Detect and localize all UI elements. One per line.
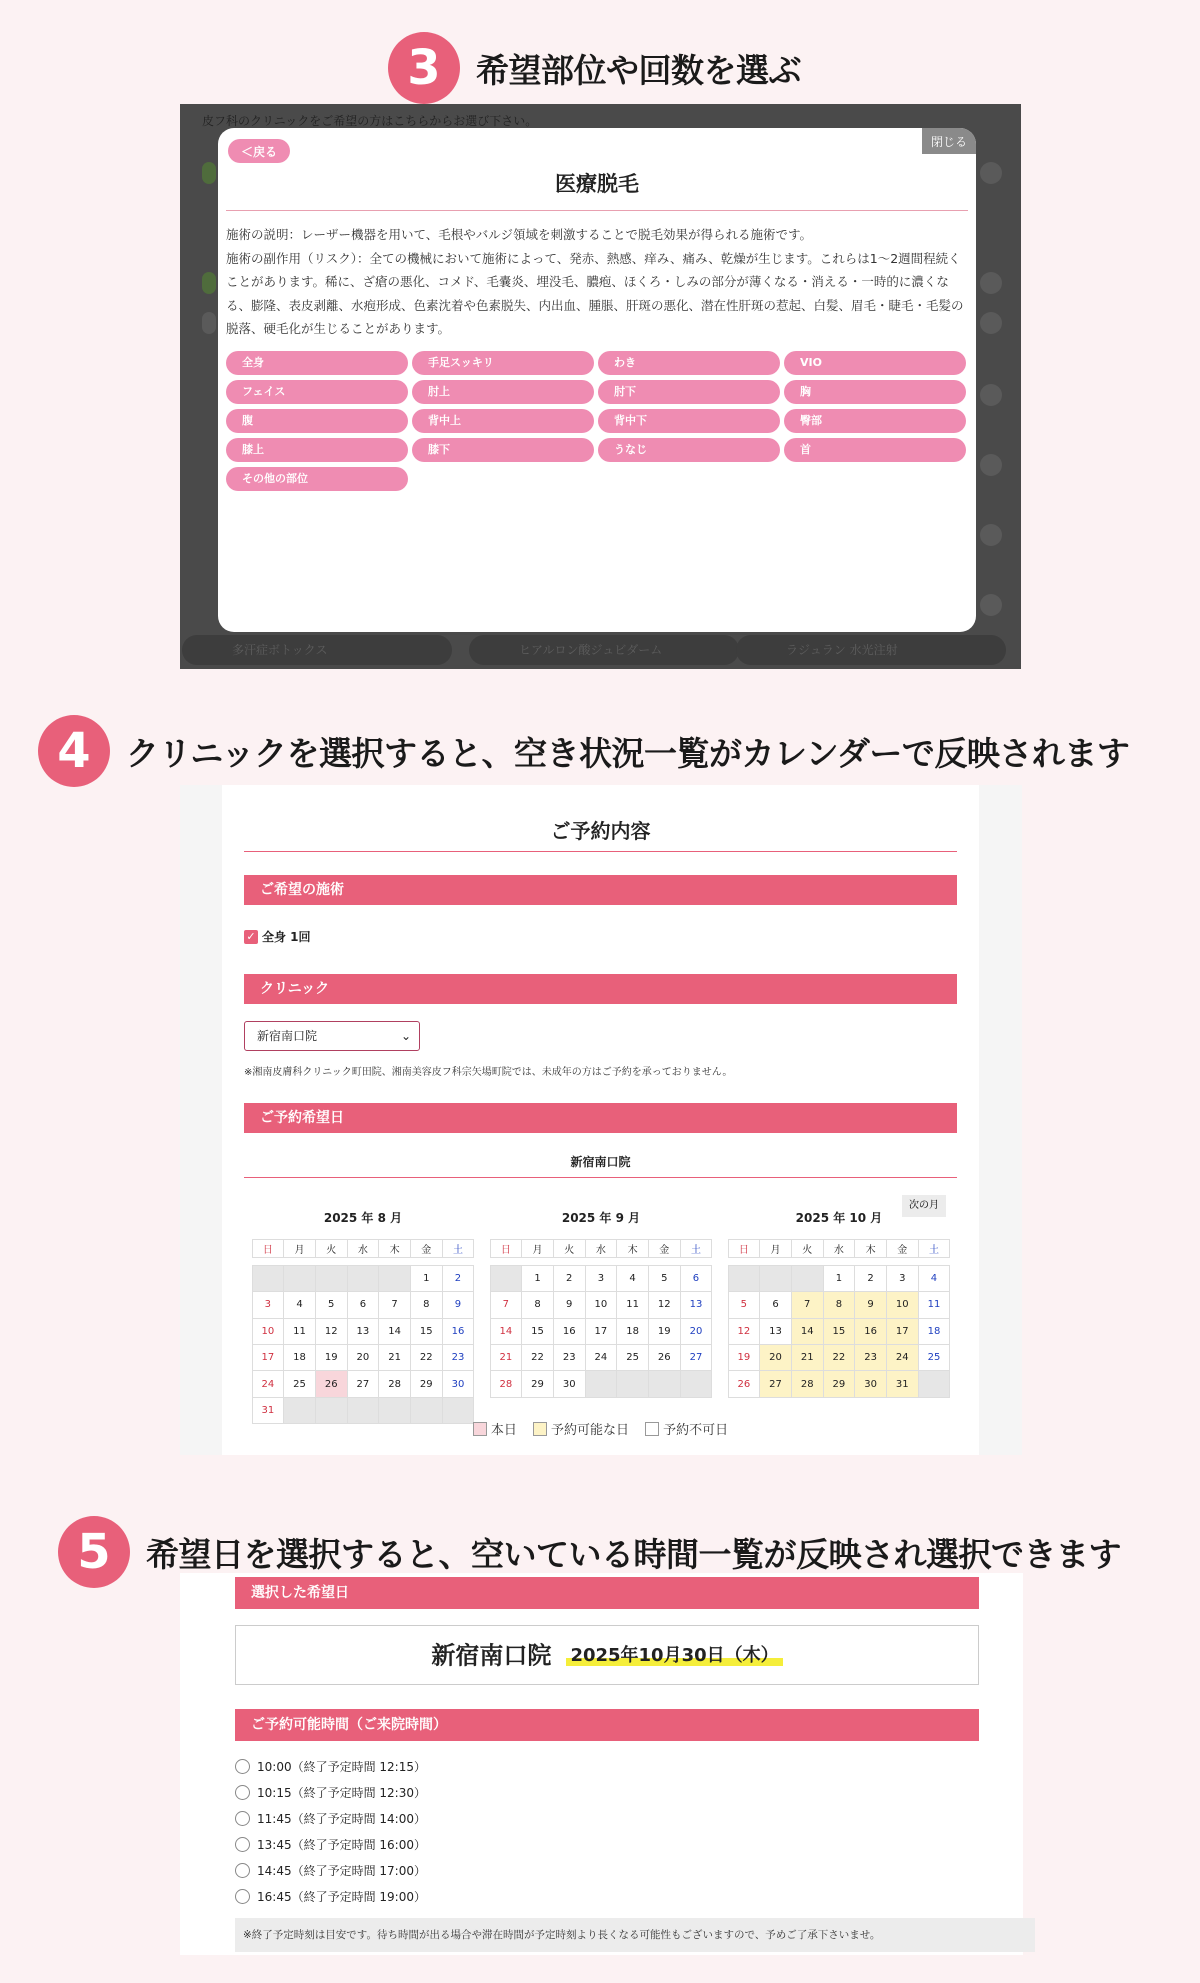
selected-clinic-name: 新宿南口院	[431, 1641, 552, 1670]
calendar-day[interactable]: 10	[886, 1291, 919, 1318]
calendar-day[interactable]: 31	[886, 1370, 919, 1397]
back-button[interactable]: ＜戻る	[228, 139, 290, 163]
calendar-day: 10	[252, 1318, 285, 1345]
calendar-august	[252, 1205, 474, 1424]
calendar-day[interactable]: 15	[823, 1318, 856, 1345]
calendar-day: 1	[410, 1265, 443, 1292]
calendar-day: 7	[490, 1291, 523, 1318]
legend-available-label: 予約可能な日	[550, 1423, 629, 1438]
side-effects-text: 施術の副作用（リスク）：全ての機械において施術によって、発赤、熱感、痒み、痛み、乾燥が生じます。これらは1〜2週間程続くことがあります。稀に、ざ瘡の悪化、コメド、毛嚢炎、埋没毛、膿疱、ほくろ・しみの部分が薄くなる・消える・一時的に濃くなる、膨隆、表皮剥離、水疱形成、色素沈着や色素脱失、内出血、腫脹、肝斑の悪化、潜在性肝斑の惹起、白髪、眉毛・睫毛・毛髪の脱落、硬毛化が生じることがあります。	[226, 250, 964, 336]
weekday-header: 月	[521, 1239, 554, 1258]
calendar-day[interactable]: 17	[886, 1318, 919, 1345]
calendar-day: 19	[648, 1318, 681, 1345]
calendar-day: 19	[315, 1344, 348, 1371]
calendar-day: 2	[442, 1265, 475, 1292]
background-pill	[980, 594, 1002, 616]
calendar-day: 6	[680, 1265, 713, 1292]
calendar-day: 14	[378, 1318, 411, 1345]
body-part-button[interactable]: フェイス	[226, 380, 408, 404]
checkbox-label: 全身 1回	[262, 930, 311, 944]
legend-unavailable-label: 予約不可日	[663, 1423, 729, 1438]
calendar-day: 11	[616, 1291, 649, 1318]
legend-unavailable-swatch	[645, 1422, 659, 1436]
body-part-button[interactable]: 肘下	[598, 380, 780, 404]
time-option-label: 10:15（終了予定時間 12:30）	[257, 1785, 426, 1800]
body-part-button[interactable]: 首	[784, 438, 966, 462]
modal-title: 医療脱毛	[555, 172, 639, 196]
calendar-day: 24	[585, 1344, 618, 1371]
weekday-header: 金	[648, 1239, 681, 1258]
calendar-day[interactable]: 29	[823, 1370, 856, 1397]
calendar-day: 5	[648, 1265, 681, 1292]
calendar-day[interactable]: 20	[759, 1344, 792, 1371]
calendar-day: 8	[410, 1291, 443, 1318]
chevron-down-icon: ⌄	[400, 1029, 411, 1043]
calendar-day[interactable]: 14	[791, 1318, 824, 1345]
calendar-day: 16	[442, 1318, 475, 1345]
background-instruction-text: 皮フ科のクリニックをご希望の方はこちらからお選び下さい。	[202, 114, 538, 128]
weekday-header: 水	[585, 1239, 618, 1258]
background-pill	[202, 312, 216, 334]
calendar-empty-cell	[315, 1265, 348, 1292]
weekday-header: 月	[283, 1239, 316, 1258]
end-time-note: ※終了予定時刻は目安です。待ち時間が出る場合や滞在時間が予定時刻より長くなる可能性もございますので、予めご了承下さいませ。	[235, 1918, 1035, 1952]
calendar-day[interactable]: 9	[854, 1291, 887, 1318]
reservation-form	[222, 785, 979, 1455]
calendar-clinic-name: 新宿南口院	[570, 1155, 631, 1169]
weekday-header: 木	[616, 1239, 649, 1258]
section-header-treatment: ご希望の施術	[244, 875, 957, 905]
calendar-day: 11	[283, 1318, 316, 1345]
calendar-month-title: 2025 年 10 月	[795, 1211, 883, 1225]
step-title: 希望部位や回数を選ぶ	[476, 50, 801, 90]
background-pill	[980, 272, 1002, 294]
calendar-day: 3	[252, 1291, 285, 1318]
radio-button[interactable]	[235, 1811, 250, 1826]
calendar-month-title: 2025 年 8 月	[323, 1211, 403, 1225]
weekday-header: 土	[442, 1239, 475, 1258]
calendar-september	[490, 1205, 712, 1397]
calendar-grid	[490, 1239, 712, 1397]
calendar-day: 9	[442, 1291, 475, 1318]
step-3-header	[388, 32, 801, 104]
calendar-day: 28	[490, 1370, 523, 1397]
calendar-empty-cell	[680, 1370, 713, 1397]
clinic-select[interactable]	[244, 1021, 420, 1051]
calendar-day: 3	[886, 1265, 919, 1292]
background-menu-button: ラジュラン 水光注射	[736, 635, 1006, 665]
calendar-day: 27	[680, 1344, 713, 1371]
time-option-label: 13:45（終了予定時間 16:00）	[257, 1837, 426, 1852]
weekday-header: 水	[823, 1239, 856, 1258]
calendar-day[interactable]: 28	[791, 1370, 824, 1397]
calendar-october	[728, 1205, 950, 1397]
calendar-legend	[222, 1419, 979, 1438]
treatment-description	[226, 223, 970, 341]
description-text: 施術の説明：レーザー機器を用いて、毛根やバルジ領域を刺激することで脱毛効果が得られる施術です。	[226, 227, 812, 242]
calendar-day[interactable]: 8	[823, 1291, 856, 1318]
calendar-day: 14	[490, 1318, 523, 1345]
body-part-button[interactable]: 腹	[226, 409, 408, 433]
weekday-header: 土	[918, 1239, 951, 1258]
calendar-day[interactable]: 22	[823, 1344, 856, 1371]
calendar-day: 22	[410, 1344, 443, 1371]
calendar-day: 9	[553, 1291, 586, 1318]
calendar-day: 10	[585, 1291, 618, 1318]
time-option[interactable]	[235, 1831, 426, 1857]
calendar-day: 21	[378, 1344, 411, 1371]
calendar-day[interactable]: 23	[854, 1344, 887, 1371]
calendar-day: 26	[728, 1370, 761, 1397]
calendar-day[interactable]: 16	[854, 1318, 887, 1345]
step-number-badge: 5	[58, 1516, 130, 1588]
calendar-day: 3	[585, 1265, 618, 1292]
background-green-pill	[202, 272, 216, 294]
body-part-button[interactable]: 胸	[784, 380, 966, 404]
calendar-day: 23	[442, 1344, 475, 1371]
calendar-day: 16	[553, 1318, 586, 1345]
page-title: ご予約内容	[550, 819, 651, 843]
treatment-checkbox-row[interactable]	[244, 928, 311, 945]
calendar-day[interactable]: 27	[759, 1370, 792, 1397]
calendar-day: 4	[918, 1265, 951, 1292]
calendar-day: 15	[521, 1318, 554, 1345]
calendar-day: 25	[918, 1344, 951, 1371]
legend-today-swatch	[473, 1422, 487, 1436]
calendar-day: 1	[823, 1265, 856, 1292]
calendar-day: 18	[918, 1318, 951, 1345]
reservation-calendar-screenshot	[180, 785, 1022, 1455]
calendar-empty-cell	[252, 1265, 285, 1292]
calendar-empty-cell	[490, 1265, 523, 1292]
calendar-day[interactable]: 21	[791, 1344, 824, 1371]
select-value: 新宿南口院	[257, 1029, 318, 1043]
background-pill	[980, 524, 1002, 546]
background-pill	[980, 312, 1002, 334]
calendar-empty-cell	[378, 1265, 411, 1292]
calendar-day: 7	[378, 1291, 411, 1318]
calendar-day: 5	[728, 1291, 761, 1318]
time-option-label: 10:00（終了予定時間 12:15）	[257, 1759, 426, 1774]
calendar-day: 6	[347, 1291, 380, 1318]
calendar-day: 26	[648, 1344, 681, 1371]
treatment-modal	[218, 128, 976, 632]
step-title: クリニックを選択すると、空き状況一覧がカレンダーで反映されます	[126, 733, 1130, 773]
calendar-day: 29	[521, 1370, 554, 1397]
calendar-day: 4	[616, 1265, 649, 1292]
weekday-header: 木	[854, 1239, 887, 1258]
background-menu-button: 多汗症ボトックス	[182, 635, 452, 665]
weekday-header: 金	[410, 1239, 443, 1258]
weekday-header: 火	[791, 1239, 824, 1258]
background-pill	[980, 384, 1002, 406]
radio-button[interactable]	[235, 1889, 250, 1904]
radio-button[interactable]	[235, 1785, 250, 1800]
divider	[244, 851, 957, 852]
weekday-header: 月	[759, 1239, 792, 1258]
step-title: 希望日を選択すると、空いている時間一覧が反映され選択できます	[146, 1534, 1121, 1574]
calendar-day: 18	[616, 1318, 649, 1345]
time-option[interactable]	[235, 1753, 426, 1779]
time-option-label: 11:45（終了予定時間 14:00）	[257, 1811, 426, 1826]
calendar-day: 2	[854, 1265, 887, 1292]
background-pill	[980, 162, 1002, 184]
time-option[interactable]	[235, 1883, 426, 1909]
body-part-button[interactable]: うなじ	[598, 438, 780, 462]
weekday-header: 日	[728, 1239, 761, 1258]
calendar-day: 12	[648, 1291, 681, 1318]
calendar-day: 25	[283, 1370, 316, 1397]
background-green-pill	[202, 162, 216, 184]
calendar-day[interactable]: 24	[886, 1344, 919, 1371]
radio-button[interactable]	[235, 1759, 250, 1774]
weekday-header: 火	[553, 1239, 586, 1258]
checkbox-checked-icon[interactable]: ✓	[244, 930, 258, 944]
weekday-header: 金	[886, 1239, 919, 1258]
legend-available-swatch	[533, 1422, 547, 1436]
time-option[interactable]	[235, 1779, 426, 1805]
calendar-day: 12	[315, 1318, 348, 1345]
step-number-badge: 3	[388, 32, 460, 104]
calendar-day: 2	[553, 1265, 586, 1292]
body-part-button[interactable]: 肘上	[412, 380, 594, 404]
calendar-empty-cell	[791, 1265, 824, 1292]
calendar-day: 1	[521, 1265, 554, 1292]
calendar-month-title: 2025 年 9 月	[561, 1211, 641, 1225]
calendar-empty-cell	[759, 1265, 792, 1292]
calendar-day: 13	[347, 1318, 380, 1345]
calendar-day: 30	[442, 1370, 475, 1397]
calendar-day: 13	[759, 1318, 792, 1345]
body-part-button[interactable]: 手足スッキリ	[412, 351, 594, 375]
calendar-day: 15	[410, 1318, 443, 1345]
calendar-day: 22	[521, 1344, 554, 1371]
body-part-button[interactable]: VIO	[784, 351, 966, 375]
body-part-grid	[226, 351, 966, 491]
calendar-empty-cell	[283, 1265, 316, 1292]
time-option-label: 16:45（終了予定時間 19:00）	[257, 1889, 426, 1904]
calendar-day: 17	[252, 1344, 285, 1371]
legend-today-label: 本日	[490, 1423, 517, 1438]
time-option[interactable]	[235, 1805, 426, 1831]
calendar-empty-cell	[616, 1370, 649, 1397]
calendar-day: 31	[252, 1397, 285, 1424]
section-header-available-times: ご予約可能時間（ご来院時間）	[235, 1709, 979, 1741]
background-menu-button: ヒアルロン酸ジュビダーム	[469, 635, 739, 665]
body-part-button[interactable]: 膝下	[412, 438, 594, 462]
section-header-selected-date: 選択した希望日	[235, 1577, 979, 1609]
weekday-header: 火	[315, 1239, 348, 1258]
next-month-button[interactable]: 次の月	[902, 1195, 946, 1217]
calendar-empty-cell	[918, 1370, 951, 1397]
time-option-label: 14:45（終了予定時間 17:00）	[257, 1863, 426, 1878]
weekday-header: 日	[490, 1239, 523, 1258]
body-part-button[interactable]: 臀部	[784, 409, 966, 433]
calendar-day[interactable]: 7	[791, 1291, 824, 1318]
calendar-day: 8	[521, 1291, 554, 1318]
calendar-day: 28	[378, 1370, 411, 1397]
time-option[interactable]	[235, 1857, 426, 1883]
calendar-day: 20	[680, 1318, 713, 1345]
body-part-button[interactable]: 膝上	[226, 438, 408, 462]
treatment-modal-screenshot	[180, 104, 1021, 669]
calendar-empty-cell	[648, 1370, 681, 1397]
close-button[interactable]: 閉じる	[922, 128, 976, 154]
time-option-list	[235, 1753, 426, 1909]
calendar-day: 6	[759, 1291, 792, 1318]
selected-date: 2025年10月30日（木）	[566, 1645, 782, 1666]
section-header-date: ご予約希望日	[244, 1103, 957, 1133]
body-part-button[interactable]: わき	[598, 351, 780, 375]
body-part-button[interactable]: 背中上	[412, 409, 594, 433]
calendar-day: 18	[283, 1344, 316, 1371]
weekday-header: 木	[378, 1239, 411, 1258]
calendar-grid	[252, 1239, 474, 1424]
body-part-button[interactable]: その他の部位	[226, 467, 408, 491]
calendar-day: 30	[553, 1370, 586, 1397]
weekday-header: 日	[252, 1239, 285, 1258]
calendar-empty-cell	[585, 1370, 618, 1397]
calendar-grid	[728, 1239, 950, 1397]
weekday-header: 水	[347, 1239, 380, 1258]
calendar-day: 17	[585, 1318, 618, 1345]
divider	[226, 210, 968, 211]
calendar-day[interactable]: 30	[854, 1370, 887, 1397]
calendar-day: 19	[728, 1344, 761, 1371]
selected-date-box	[235, 1625, 979, 1685]
calendar-day: 21	[490, 1344, 523, 1371]
calendar-empty-cell	[347, 1265, 380, 1292]
section-header-clinic: クリニック	[244, 974, 957, 1004]
background-pill	[980, 454, 1002, 476]
radio-button[interactable]	[235, 1837, 250, 1852]
calendar-day: 29	[410, 1370, 443, 1397]
calendar-day: 11	[918, 1291, 951, 1318]
radio-button[interactable]	[235, 1863, 250, 1878]
calendar-day: 24	[252, 1370, 285, 1397]
body-part-button[interactable]: 背中下	[598, 409, 780, 433]
calendar-day: 25	[616, 1344, 649, 1371]
clinic-note: ※湘南皮膚科クリニック町田院、湘南美容皮フ科宗矢場町院では、未成年の方はご予約を承っておりません。	[244, 1067, 733, 1078]
calendar-day: 13	[680, 1291, 713, 1318]
calendar-day: 20	[347, 1344, 380, 1371]
calendar-day: 27	[347, 1370, 380, 1397]
calendar-day: 5	[315, 1291, 348, 1318]
calendar-empty-cell	[728, 1265, 761, 1292]
calendar-day: 23	[553, 1344, 586, 1371]
calendar-day: 4	[283, 1291, 316, 1318]
calendar-day: 12	[728, 1318, 761, 1345]
calendar-day: 26	[315, 1370, 348, 1397]
time-selection-screenshot	[180, 1573, 1023, 1955]
divider	[244, 1177, 957, 1178]
body-part-button[interactable]: 全身	[226, 351, 408, 375]
step-number-badge: 4	[38, 715, 110, 787]
weekday-header: 土	[680, 1239, 713, 1258]
step-4-header	[38, 715, 1129, 787]
